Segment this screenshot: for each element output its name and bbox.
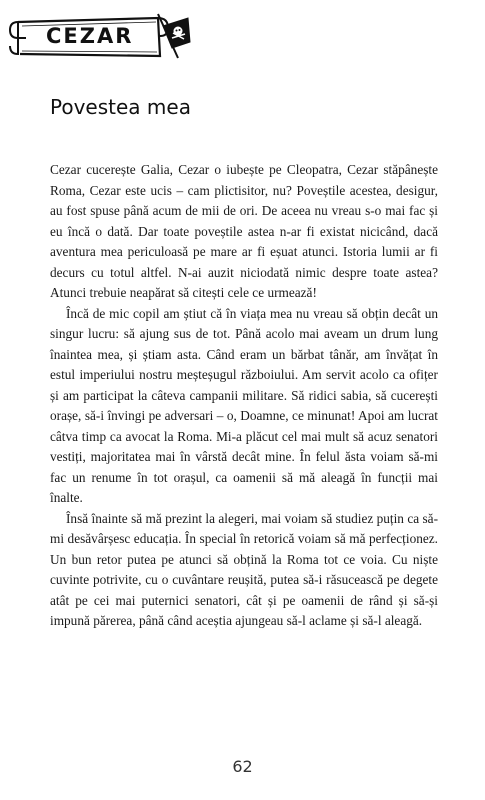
chapter-title: Povestea mea bbox=[50, 95, 191, 119]
paragraph-3: Însă înainte să mă prezint la alegeri, mai voiam să studiez puțin ca să-mi desăvârșesc educația. În special în retorică voiam să mă perfecționez. Un bun retor putea pe atunci să obțină la Roma tot ce voia. Cu niște cuvinte potrivite, cu o cuvântare reușită, putea să-i răsucească pe degete atât pe cei mai puternici senatori, cât și pe oamenii de rând și să-și impună părerea, până când aceștia ajungeau să-l aclame și să-l aleagă. bbox=[50, 510, 438, 628]
paragraph-2: Încă de mic copil am știut că în viața mea nu vreau să obțin decât un singur lucru: să ajung sus de tot. Până acolo mai aveam un drum lung înaintea mea, și știam asta. Când eram un bărbat tânăr, am învățat în estul imperiului nostru meșteșugul războiului. Am servit acolo ca ofițer și am participat la câteva campanii militare. Să ridici sabia, să cucerești orașe, să-i învingi pe adversari – o, Doamne, ce minunat! Apoi am lucrat câtva timp ca avocat la Roma. Mi-a plăcut cel mai mult să acuz senatori vestiți, majoritatea mai în vârstă decât mine. În felul ăsta voiam să-mi fac un renume în tot orașul, ca oamenii să mă aleagă în funcții mai înalte. bbox=[50, 305, 438, 505]
body-text bbox=[50, 160, 438, 632]
paragraph-1: Cezar cucerește Galia, Cezar o iubește pe Cleopatra, Cezar stăpânește Roma, Cezar este ucis – cam plictisitor, nu? Poveștile acestea, desigur, au fost spuse până acum de mii de ori. De aceea nu vreau s-o mai fac și eu încă o dată. Dar toate poveștile astea n-ar fi existat nicicând, dacă aventura mea periculoasă pe mare ar fi eșuat atunci. Istoria lumii ar fi decurs cu totul altfel. N-ai auzit niciodată nimic despre toate astea? Atunci trebuie neapărat să citești cele ce urmează! bbox=[50, 162, 438, 300]
page-number: 62 bbox=[232, 757, 253, 776]
banner-title: CEZAR bbox=[46, 24, 134, 48]
chapter-banner bbox=[8, 8, 193, 64]
